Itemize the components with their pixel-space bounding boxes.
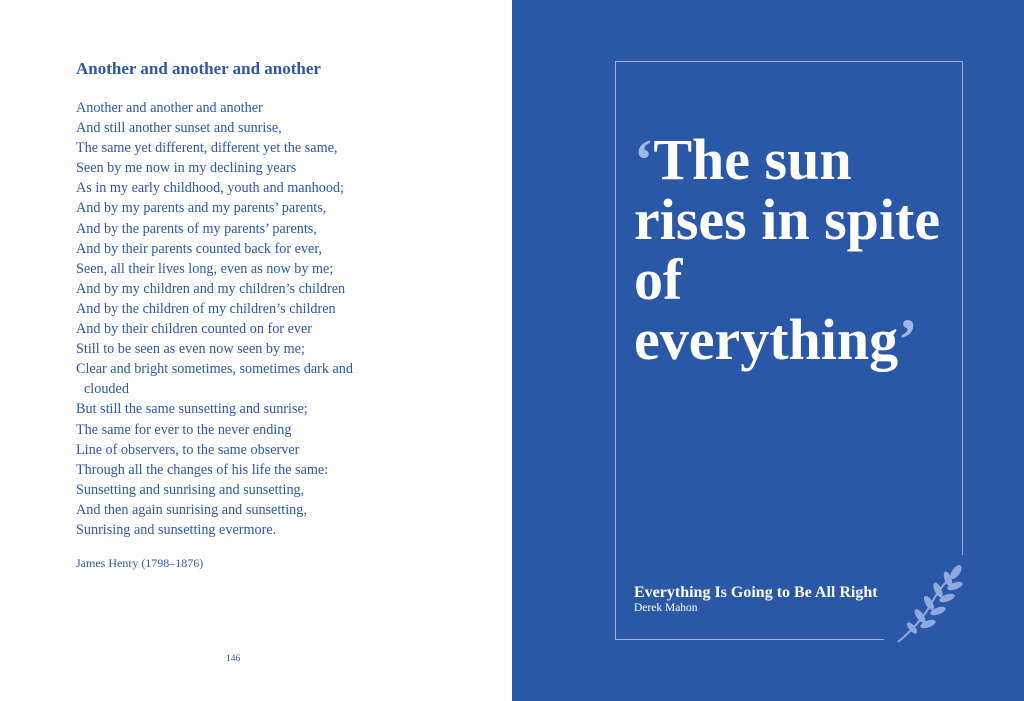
poem-line: Line of observers, to the same observer	[76, 441, 300, 458]
poem-line: Seen by me now in my declining years	[76, 160, 297, 177]
open-quote-mark: ‘	[634, 127, 654, 192]
poem-line: Another and another and another	[76, 100, 263, 116]
poem-line: Sunsetting and sunrising and sunsetting,	[76, 481, 305, 498]
poem-author: James Henry (1798–1876)	[76, 556, 204, 570]
poem-line: clouded	[84, 381, 129, 398]
page-number: 146	[226, 654, 241, 664]
poem-line: Through all the changes of his life the same:	[76, 461, 329, 478]
poem-line: As in my early childhood, youth and manhood;	[76, 180, 344, 197]
poem-line: And by their parents counted back for ever,	[76, 240, 323, 257]
leaf-sprig-icon	[892, 562, 968, 646]
poem-line: But still the same sunsetting and sunrise;	[76, 401, 308, 418]
poem-line: Still to be seen as even now seen by me;	[76, 341, 305, 358]
quote-source	[634, 584, 878, 614]
poem-line: And by the parents of my parents’ parents,	[76, 220, 317, 237]
poem-line: The same yet different, different yet the same,	[76, 140, 338, 157]
poem-line: And by the children of my children’s children	[76, 300, 336, 317]
poem-line: And by their children counted on for ever	[76, 321, 312, 338]
right-page	[512, 0, 1024, 701]
poem-line: And by my children and my children’s children	[76, 280, 346, 297]
source-title: Everything Is Going to Be All Right	[634, 584, 878, 601]
poem-line: Seen, all their lives long, even as now by me;	[76, 260, 334, 277]
poem-lines	[76, 98, 353, 540]
quote-text: The sun rises in spite of everything	[634, 127, 941, 372]
poem-line: And then again sunrising and sunsetting,	[76, 501, 307, 518]
poem-line: Clear and bright sometimes, sometimes dark and	[76, 361, 353, 378]
poem-line: The same for ever to the never ending	[76, 421, 292, 438]
pull-quote	[634, 127, 954, 372]
poem-line: And still another sunset and sunrise,	[76, 120, 282, 137]
poem-line: Sunrising and sunsetting evermore.	[76, 521, 277, 538]
close-quote-mark: ’	[898, 307, 918, 372]
poem-line: And by my parents and my parents’ parents,	[76, 200, 327, 217]
source-author: Derek Mahon	[634, 602, 698, 614]
poem-title: Another and another and another	[76, 59, 321, 78]
